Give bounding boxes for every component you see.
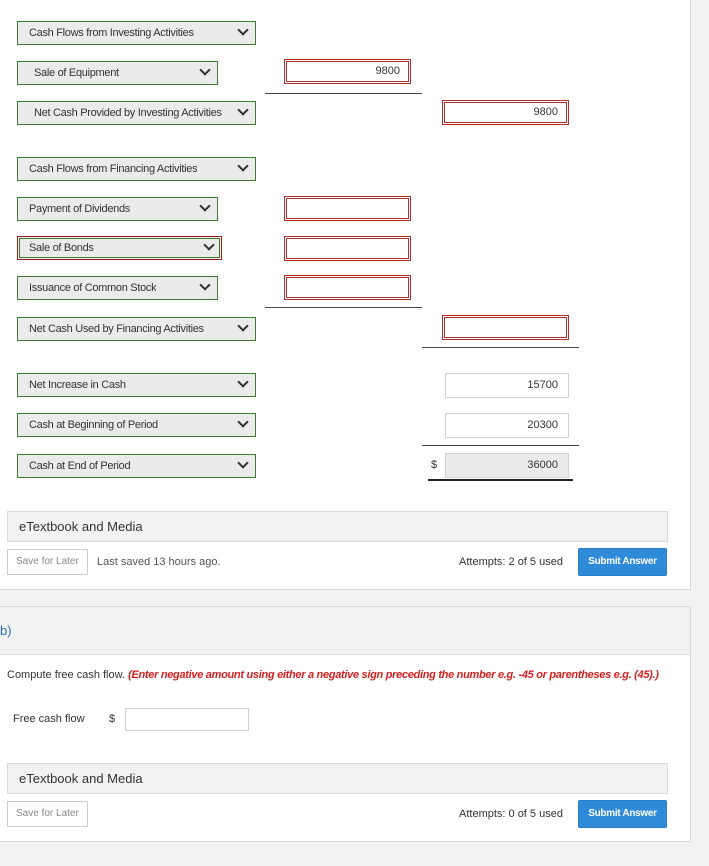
- save-for-later-button[interactable]: Save for Later: [7, 549, 88, 575]
- chevron-down-icon: [237, 24, 248, 35]
- sale-of-bonds-dropdown[interactable]: [17, 236, 222, 260]
- financing-header-dropdown[interactable]: [17, 157, 256, 181]
- chevron-down-icon: [237, 104, 248, 115]
- cash-end-dropdown[interactable]: [17, 454, 256, 478]
- investing-header-label: Cash Flows from Investing Activities: [29, 27, 194, 39]
- cash-beginning-dropdown[interactable]: [17, 413, 256, 437]
- attempts-text: Attempts: 2 of 5 used: [459, 556, 563, 568]
- financing-header-label: Cash Flows from Financing Activities: [29, 163, 198, 175]
- sale-of-bonds-label: Sale of Bonds: [29, 242, 94, 254]
- etextbook-media-link[interactable]: eTextbook and Media: [7, 511, 668, 542]
- chevron-down-icon: [203, 239, 214, 250]
- sale-of-equipment-input[interactable]: 9800: [284, 59, 411, 84]
- chevron-down-icon: [199, 64, 210, 75]
- sale-of-bonds-input[interactable]: [284, 236, 411, 261]
- submit-answer-button[interactable]: Submit Answer: [578, 800, 667, 828]
- subtotal-rule: [265, 307, 422, 308]
- chevron-down-icon: [237, 457, 248, 468]
- double-underline: [428, 479, 573, 481]
- issuance-of-common-stock-input[interactable]: [284, 275, 411, 300]
- financing-total-dropdown[interactable]: [17, 317, 256, 341]
- instruction-main: Compute free cash flow.: [7, 669, 126, 681]
- etextbook-media-link[interactable]: eTextbook and Media: [7, 763, 668, 794]
- financing-total-label: Net Cash Used by Financing Activities: [29, 323, 204, 335]
- cash-beginning-input[interactable]: 20300: [445, 413, 569, 438]
- payment-of-dividends-dropdown[interactable]: [17, 197, 218, 221]
- investing-total-dropdown[interactable]: [17, 101, 256, 125]
- issuance-of-common-stock-dropdown[interactable]: [17, 276, 218, 300]
- part-b-header: [0, 607, 690, 655]
- free-cash-flow-input[interactable]: [125, 708, 249, 731]
- investing-total-label: Net Cash Provided by Investing Activities: [34, 107, 222, 119]
- cash-beginning-label: Cash at Beginning of Period: [29, 419, 158, 431]
- subtotal-rule: [265, 93, 422, 94]
- save-for-later-button[interactable]: Save for Later: [7, 801, 88, 827]
- cash-end-input: 36000: [445, 453, 569, 478]
- issuance-of-common-stock-label: Issuance of Common Stock: [29, 282, 157, 294]
- chevron-down-icon: [237, 376, 248, 387]
- instruction-hint: (Enter negative amount using either a negative sign preceding the number e.g. -45 or parentheses e.g. (45).): [128, 669, 659, 681]
- investing-header-dropdown[interactable]: [17, 21, 256, 45]
- chevron-down-icon: [199, 279, 210, 290]
- investing-total-input[interactable]: 9800: [442, 100, 569, 125]
- instruction-text: [7, 669, 659, 681]
- chevron-down-icon: [237, 160, 248, 171]
- financing-total-input[interactable]: [442, 315, 569, 340]
- part-b-label: b): [0, 623, 12, 638]
- chevron-down-icon: [237, 416, 248, 427]
- currency-symbol: $: [431, 459, 438, 471]
- net-increase-label: Net Increase in Cash: [29, 379, 126, 391]
- payment-of-dividends-input[interactable]: [284, 196, 411, 221]
- cash-end-label: Cash at End of Period: [29, 460, 131, 472]
- chevron-down-icon: [237, 320, 248, 331]
- total-rule: [422, 445, 579, 446]
- sale-of-equipment-dropdown[interactable]: [17, 61, 218, 85]
- sale-of-equipment-label: Sale of Equipment: [34, 67, 119, 79]
- net-increase-dropdown[interactable]: [17, 373, 256, 397]
- total-rule: [422, 347, 579, 348]
- net-increase-input[interactable]: 15700: [445, 373, 569, 398]
- payment-of-dividends-label: Payment of Dividends: [29, 203, 130, 215]
- free-cash-flow-label: Free cash flow: [13, 713, 85, 725]
- attempts-text: Attempts: 0 of 5 used: [459, 808, 563, 820]
- currency-symbol: $: [109, 713, 116, 725]
- last-saved-text: Last saved 13 hours ago.: [97, 556, 221, 568]
- chevron-down-icon: [199, 200, 210, 211]
- submit-answer-button[interactable]: Submit Answer: [578, 548, 667, 576]
